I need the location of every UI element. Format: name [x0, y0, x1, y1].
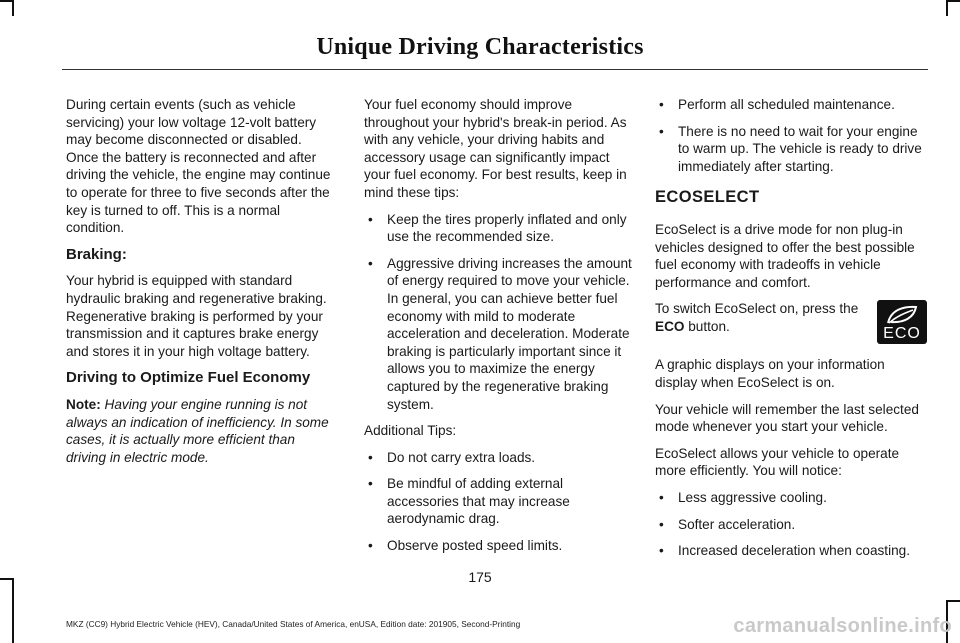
- tips-list: [364, 211, 632, 414]
- fuel-economy-heading: Driving to Optimize Fuel Economy: [66, 369, 311, 387]
- ecoselect-heading: ECOSELECT: [655, 188, 760, 207]
- list-item: • Be mindful of adding external accessories that may increase aerodynamic drag.: [364, 475, 632, 528]
- crop-mark: [12, 578, 14, 643]
- ecoselect-intro: EcoSelect is a drive mode for non plug-in vehicles designed to offer the best possible fuel economy with tradeoffs in vehicle performance and comfort.: [655, 221, 915, 290]
- list-item: • There is no need to wait for your engine to warm up. The vehicle is ready to drive immediately after starting.: [655, 123, 927, 176]
- crop-mark: [12, 0, 14, 16]
- list-item: • Softer acceleration.: [655, 516, 927, 534]
- list-item: • Observe posted speed limits.: [364, 537, 632, 555]
- eco-caption-text: button.: [684, 318, 730, 334]
- maintenance-list: [655, 96, 927, 175]
- notice-list: [655, 489, 927, 560]
- column-right: [655, 96, 927, 569]
- list-item: • Less aggressive cooling.: [655, 489, 927, 507]
- page-number: 175: [468, 569, 492, 585]
- column-left: [66, 96, 338, 475]
- edition-footer: MKZ (CC9) Hybrid Electric Vehicle (HEV), Canada/United States of America, enUSA, Edition date: 201905, Second-Printing: [66, 619, 521, 629]
- eco-icon-label: ECO: [883, 324, 921, 342]
- braking-paragraph: Your hybrid is equipped with standard hydraulic braking and regenerative braking. Regenerative braking is performed by your transmission and it captures brake energy and stores it in your high voltage battery.: [66, 273, 327, 359]
- leaf-icon: [885, 304, 919, 326]
- list-item: • Do not carry extra loads.: [364, 449, 632, 467]
- battery-paragraph: During certain events (such as vehicle servicing) your low voltage 12-volt battery may become disconnected or disabled. Once the battery is reconnected and after driving the vehicle, the engine may continue to operate for three to five seconds after the key is turned to off. This is a normal condition.: [66, 97, 331, 236]
- allows-paragraph: EcoSelect allows your vehicle to operate more efficiently. You will notice:: [655, 445, 900, 479]
- list-item: • Aggressive driving increases the amount of energy required to move your vehicle. In general, you can achieve better fuel economy with mild to moderate acceleration and deceleration. Moderate braking is particularly important since it allows you to maximize the energy captured by the regenerative braking system.: [364, 255, 632, 413]
- page-title: Unique Driving Characteristics: [316, 34, 644, 60]
- eco-button-icon: [877, 300, 927, 344]
- header-divider: [62, 69, 928, 70]
- additional-tips-label: Additional Tips:: [364, 423, 457, 439]
- eco-caption-text: To switch EcoSelect on, press the: [655, 301, 859, 317]
- crop-mark: [946, 0, 948, 16]
- fuel-intro-paragraph: Your fuel economy should improve throughout your hybrid's break-in period. As with any vehicle, your driving habits and accessory usage can significantly impact your fuel economy. For best results, keep in mind these tips:: [364, 97, 627, 200]
- crop-mark: [946, 0, 960, 2]
- additional-tips-list: [364, 449, 632, 555]
- eco-button-instruction: [655, 300, 927, 344]
- braking-heading: Braking:: [66, 245, 127, 263]
- eco-caption-bold: ECO: [655, 318, 685, 334]
- eco-caption: [655, 300, 865, 335]
- note-label: Note:: [66, 396, 101, 412]
- column-middle: [364, 96, 632, 564]
- list-item: • Increased deceleration when coasting.: [655, 542, 927, 560]
- note-paragraph: [66, 396, 338, 466]
- list-item: • Keep the tires properly inflated and only use the recommended size.: [364, 211, 632, 246]
- remember-paragraph: Your vehicle will remember the last selected mode whenever you start your vehicle.: [655, 401, 919, 435]
- note-text: Having your engine running is not always an indication of inefficiency. In some cases, it is actually more efficient than driving in electric mode.: [66, 396, 329, 465]
- graphic-paragraph: A graphic displays on your information display when EcoSelect is on.: [655, 357, 885, 390]
- list-item: • Perform all scheduled maintenance.: [655, 96, 927, 114]
- watermark: carmanualsonline.info: [733, 615, 952, 637]
- crop-mark: [946, 600, 960, 602]
